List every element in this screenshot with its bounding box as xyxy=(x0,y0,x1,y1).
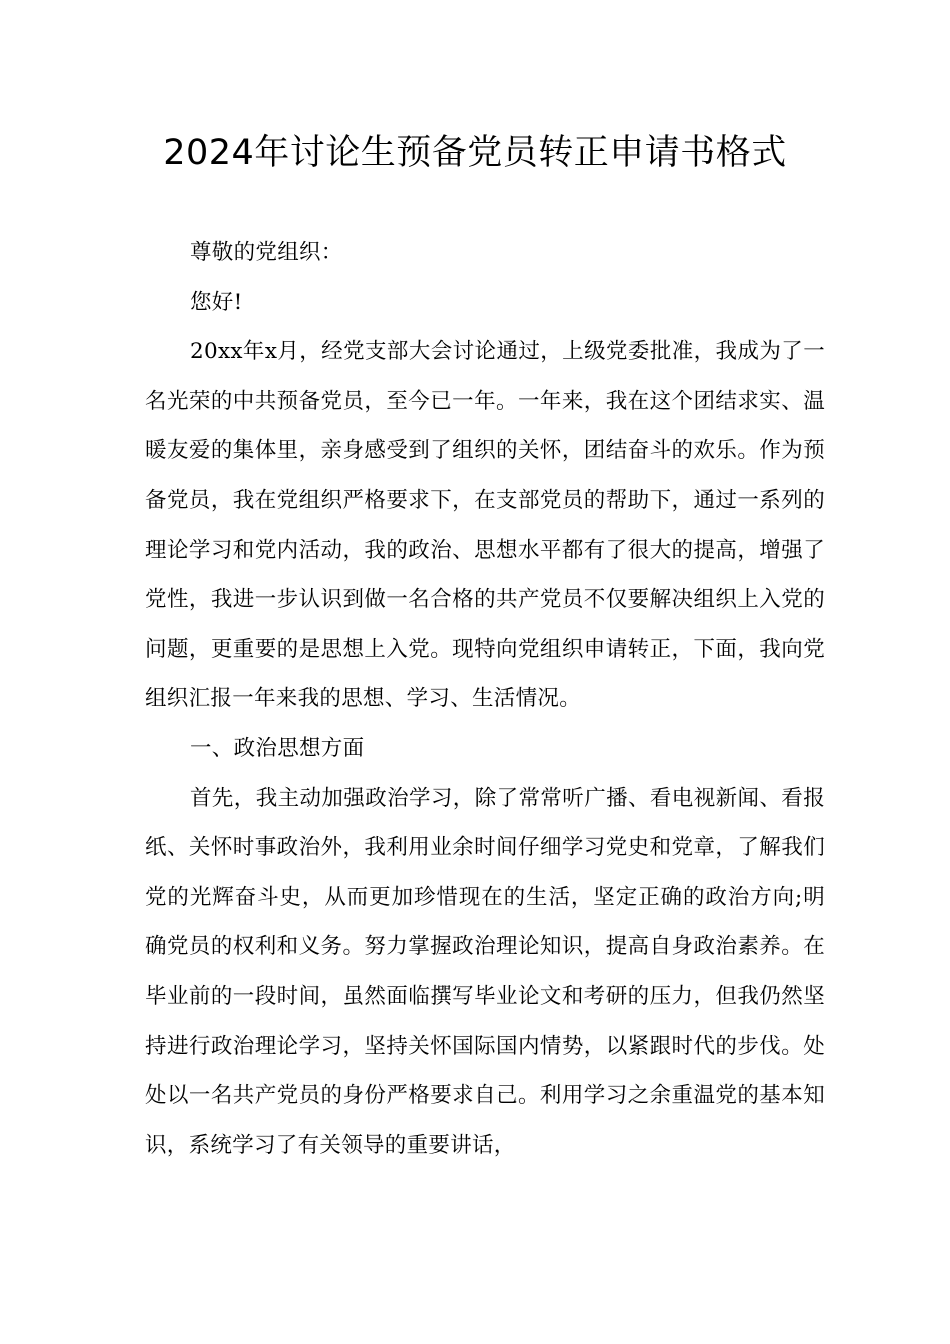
body-paragraph: 首先，我主动加强政治学习，除了常常听广播、看电视新闻、看报纸、关怀时事政治外，我利用业余时间仔细学习党史和党章，了解我们党的光辉奋斗史，从而更加珍惜现在的生活，坚定正确的政治方向;明确党员的权利和义务。努力掌握政治理论知识，提高自身政治素养。在毕业前的一段时间，虽然面临撰写毕业论文和考研的压力，但我仍然坚持进行政治理论学习，坚持关怀国际国内情势，以紧跟时代的步伐。处处以一名共产党员的身份严格要求自己。利用学习之余重温党的基本知识，系统学习了有关领导的重要讲话， xyxy=(145,785,825,1158)
section-heading: 一、政治思想方面 xyxy=(190,735,365,761)
salutation: 尊敬的党组织： xyxy=(190,240,343,265)
document-title: 2024年讨论生预备党员转正申请书格式 xyxy=(163,133,787,173)
greeting: 您好! xyxy=(190,289,243,315)
document-body xyxy=(145,228,825,1170)
body-paragraph: 20xx年x月，经党支部大会讨论通过，上级党委批准，我成为了一名光荣的中共预备党员，至今已一年。一年来，我在这个团结求实、温暖友爱的集体里，亲身感受到了组织的关怀，团结奋斗的欢乐。作为预备党员，我在党组织严格要求下，在支部党员的帮助下，通过一系列的理论学习和党内活动，我的政治、思想水平都有了很大的提高，增强了党性，我进一步认识到做一名合格的共产党员不仅要解决组织上入党的问题，更重要的是思想上入党。现特向党组织申请转正，下面，我向党组织汇报一年来我的思想、学习、生活情况。 xyxy=(145,339,825,712)
